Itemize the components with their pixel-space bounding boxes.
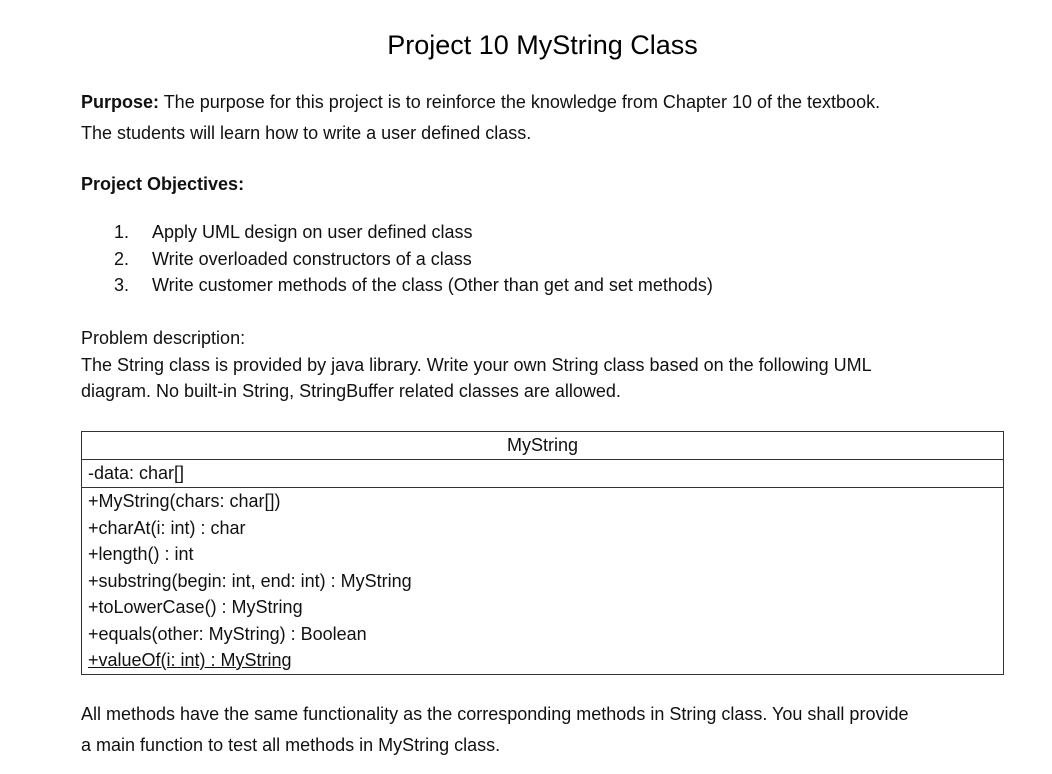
list-item (114, 272, 713, 299)
uml-method: +MyString(chars: char[]) (88, 491, 281, 511)
uml-class-name: MyString (82, 432, 1003, 460)
problem-line-1: The String class is provided by java library. Write your own String class based on the following UML (81, 354, 872, 375)
list-number: 3. (114, 275, 130, 295)
objectives-heading: Project Objectives: (81, 174, 245, 194)
list-text: Write overloaded constructors of a class (152, 248, 472, 269)
list-number: 2. (114, 248, 130, 269)
list-text: Write customer methods of the class (Other than get and set methods) (152, 275, 713, 295)
list-item (114, 246, 713, 273)
uml-method: +length() : int (88, 544, 194, 564)
uml-method: +toLowerCase() : MyString (88, 597, 303, 617)
uml-method: +substring(begin: int, end: int) : MyString (88, 570, 412, 591)
closing-line-2: a main function to test all methods in MyString class. (81, 735, 501, 755)
uml-method: +equals(other: MyString) : Boolean (88, 623, 367, 644)
list-text: Apply UML design on user defined class (152, 222, 473, 242)
purpose-line-1 (81, 87, 1021, 118)
problem-description (81, 325, 1021, 405)
objectives-list (114, 219, 713, 299)
purpose-line-2: The students will learn how to write a user defined class. (81, 123, 532, 143)
closing-line-1: All methods have the same functionality as the corresponding methods in String class. You shall provide (81, 704, 909, 724)
purpose-text-1: The purpose for this project is to reinforce the knowledge from Chapter 10 of the textbook. (159, 92, 881, 112)
purpose-label: Purpose: (81, 92, 160, 112)
uml-static-method-text: +valueOf(i: int) : MyString (88, 650, 292, 670)
list-item (114, 219, 713, 246)
problem-line-2: diagram. No built-in String, StringBuffer related classes are allowed. (81, 381, 621, 401)
closing-paragraph (81, 699, 1021, 761)
problem-label: Problem description: (81, 328, 246, 348)
list-number: 1. (114, 222, 130, 242)
uml-method-static (88, 647, 1003, 674)
purpose-paragraph (81, 87, 1021, 149)
page-title: Project 10 MyString Class (387, 30, 698, 60)
uml-attribute: -data: char[] (82, 460, 1003, 488)
uml-class-diagram (81, 431, 1004, 675)
uml-method: +charAt(i: int) : char (88, 517, 246, 538)
uml-methods (82, 488, 1003, 674)
